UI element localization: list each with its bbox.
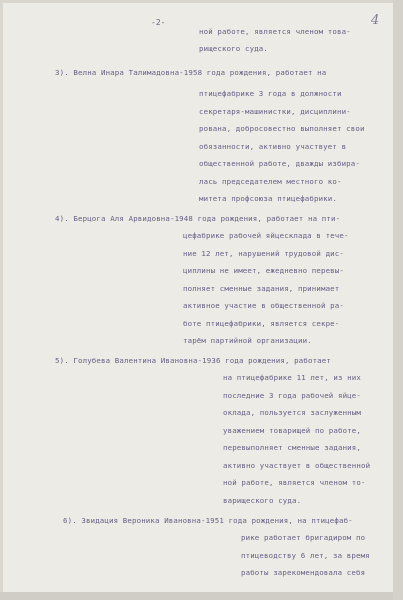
text-line: рована, добросовестно выполняет свои [199, 124, 365, 133]
text-line: ние 12 лет, нарушений трудовой дис- [183, 249, 344, 258]
text-line: циплины не имеет, ежедневно перевы- [183, 266, 344, 275]
text-line: птицефабрике 3 года в должности [199, 89, 342, 98]
text-line: активное участие в общественной ра- [183, 301, 344, 310]
text-line: тарём партийной организации. [183, 336, 312, 345]
text-line: 4). Берцога Аля Арвидовна-1948 года рождения, работает на пти- [55, 214, 341, 223]
text-line: рике работает бригадиром по [241, 533, 366, 542]
text-line: оклада, пользуется заслуженным [223, 408, 361, 417]
text-line: обязанности, активно участвует в [199, 142, 347, 151]
text-line: рищеского суда. [199, 44, 268, 53]
text-line: 6). Звидация Вероника Ивановна-1951 года рождения, на птицефаб- [63, 516, 353, 525]
text-line: на птицефабрике 11 лет, из них [223, 373, 361, 382]
text-line: общественной работе, дважды избира- [199, 159, 360, 168]
text-line: боте птицефабрики, является секре- [183, 319, 340, 328]
text-line: ной работе, является членом това- [199, 27, 351, 36]
text-line: митета профсоюза птицефабрики. [199, 194, 337, 203]
text-line: ной работе, является членом то- [223, 478, 366, 487]
text-line: секретаря-машинистки, дисциплини- [199, 107, 351, 116]
corner-mark: 4 [371, 13, 380, 28]
text-line: полняет сменные задания, принимает [183, 284, 340, 293]
text-line: активно участвует в общественной [223, 461, 371, 470]
text-line: лась председателем местного ко- [199, 177, 342, 186]
page-edge [393, 0, 403, 600]
document-page [3, 3, 393, 595]
text-line: уважением товарищей по работе, [223, 426, 361, 435]
text-line: птицеводству 6 лет, за время [241, 551, 370, 560]
text-line: цефабрике рабочей яйцесклада в тече- [183, 231, 349, 240]
text-line: перевыполняет сменные задания, [223, 443, 361, 452]
text-line: последние 3 года рабочей яйце- [223, 391, 361, 400]
page-number: -2- [151, 18, 166, 27]
text-line: 5). Голубева Валентина Ивановна-1936 года рождения, работает [55, 356, 331, 365]
text-line: варищеского суда. [223, 496, 302, 505]
text-line: работы зарекомендовала себя [241, 568, 366, 577]
page-bottom-edge [0, 592, 393, 600]
text-line: 3). Велна Инара Талимадовна-1958 года рождения, работает на [55, 68, 327, 77]
